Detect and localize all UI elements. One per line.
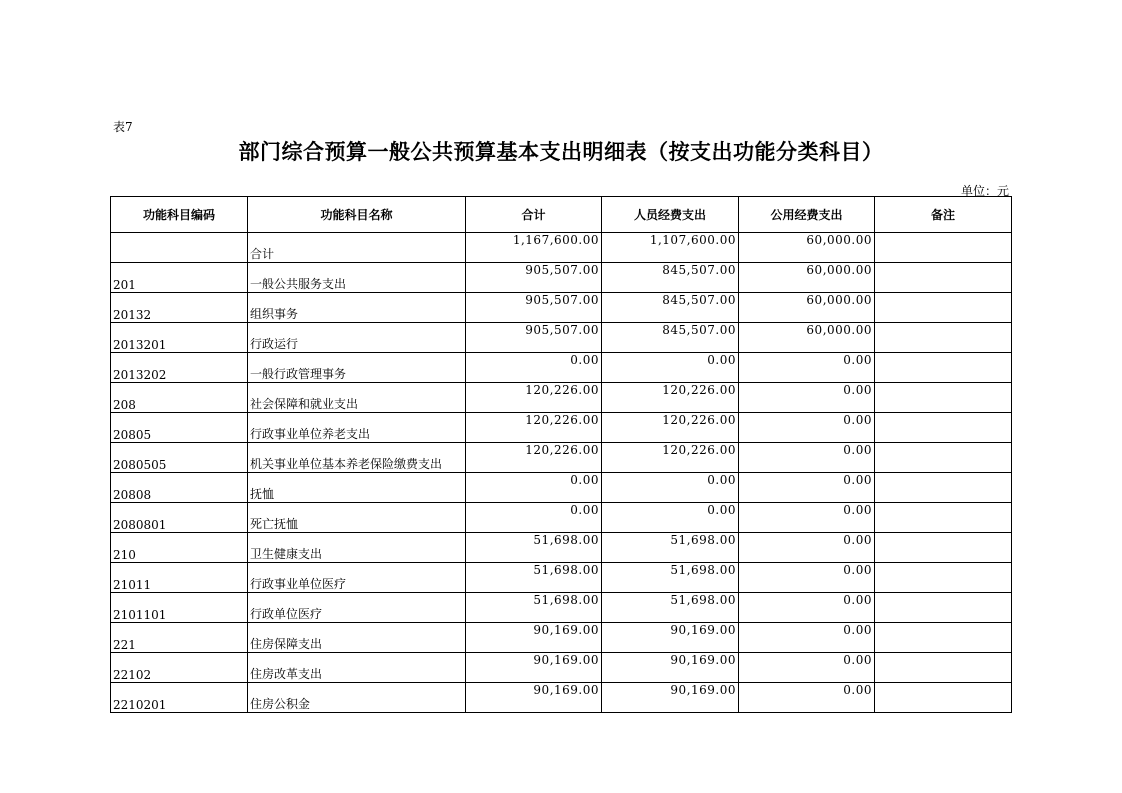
table-row (111, 293, 1012, 323)
cell-personnel: 1,107,600.00 (602, 233, 739, 263)
cell-note (875, 383, 1012, 413)
cell-personnel: 120,226.00 (602, 383, 739, 413)
cell-name: 组织事务 (248, 293, 466, 323)
cell-name: 一般行政管理事务 (248, 353, 466, 383)
cell-total: 90,169.00 (466, 653, 602, 683)
cell-name: 行政运行 (248, 323, 466, 353)
cell-code: 221 (111, 623, 248, 653)
cell-total: 0.00 (466, 353, 602, 383)
cell-note (875, 503, 1012, 533)
cell-note (875, 233, 1012, 263)
cell-personnel: 120,226.00 (602, 413, 739, 443)
column-header-personnel: 人员经费支出 (602, 197, 739, 233)
cell-total: 51,698.00 (466, 593, 602, 623)
table-row (111, 353, 1012, 383)
cell-total: 120,226.00 (466, 383, 602, 413)
cell-total: 905,507.00 (466, 293, 602, 323)
cell-note (875, 533, 1012, 563)
table-row (111, 653, 1012, 683)
cell-note (875, 623, 1012, 653)
cell-personnel: 845,507.00 (602, 293, 739, 323)
cell-code: 208 (111, 383, 248, 413)
cell-code: 21011 (111, 563, 248, 593)
cell-note (875, 413, 1012, 443)
table-row (111, 623, 1012, 653)
table-row (111, 323, 1012, 353)
cell-code: 20805 (111, 413, 248, 443)
cell-name: 一般公共服务支出 (248, 263, 466, 293)
cell-name: 住房改革支出 (248, 653, 466, 683)
column-header-name: 功能科目名称 (248, 197, 466, 233)
table-row (111, 593, 1012, 623)
cell-note (875, 653, 1012, 683)
cell-public: 0.00 (739, 443, 875, 473)
cell-name: 合计 (248, 233, 466, 263)
cell-code: 2080505 (111, 443, 248, 473)
cell-note (875, 683, 1012, 713)
cell-code: 2013202 (111, 353, 248, 383)
cell-name: 住房保障支出 (248, 623, 466, 653)
cell-note (875, 593, 1012, 623)
cell-name: 抚恤 (248, 473, 466, 503)
cell-code: 2101101 (111, 593, 248, 623)
cell-public: 0.00 (739, 563, 875, 593)
cell-public: 0.00 (739, 383, 875, 413)
cell-public: 0.00 (739, 353, 875, 383)
cell-total: 120,226.00 (466, 413, 602, 443)
cell-name: 社会保障和就业支出 (248, 383, 466, 413)
table-row (111, 413, 1012, 443)
table-body (111, 233, 1012, 713)
cell-public: 0.00 (739, 593, 875, 623)
table-row (111, 443, 1012, 473)
table-row (111, 233, 1012, 263)
cell-total: 905,507.00 (466, 323, 602, 353)
cell-code (111, 233, 248, 263)
cell-total: 51,698.00 (466, 563, 602, 593)
cell-total: 90,169.00 (466, 623, 602, 653)
cell-name: 行政事业单位养老支出 (248, 413, 466, 443)
table-header-row (111, 197, 1012, 233)
cell-total: 90,169.00 (466, 683, 602, 713)
table-row (111, 563, 1012, 593)
column-header-public: 公用经费支出 (739, 197, 875, 233)
cell-code: 2080801 (111, 503, 248, 533)
cell-personnel: 0.00 (602, 473, 739, 503)
cell-total: 905,507.00 (466, 263, 602, 293)
table-row (111, 683, 1012, 713)
table-row (111, 473, 1012, 503)
cell-code: 201 (111, 263, 248, 293)
cell-code: 2013201 (111, 323, 248, 353)
page-title: 部门综合预算一般公共预算基本支出明细表（按支出功能分类科目） (238, 140, 884, 164)
cell-code: 2210201 (111, 683, 248, 713)
cell-public: 0.00 (739, 473, 875, 503)
table-row (111, 383, 1012, 413)
cell-personnel: 90,169.00 (602, 653, 739, 683)
cell-code: 20808 (111, 473, 248, 503)
cell-note (875, 293, 1012, 323)
cell-public: 0.00 (739, 503, 875, 533)
column-header-code: 功能科目编码 (111, 197, 248, 233)
unit-label: 单位：元 (960, 184, 1009, 198)
cell-public: 0.00 (739, 623, 875, 653)
table-row (111, 503, 1012, 533)
cell-code: 22102 (111, 653, 248, 683)
table-row (111, 533, 1012, 563)
cell-note (875, 263, 1012, 293)
cell-code: 210 (111, 533, 248, 563)
cell-total: 120,226.00 (466, 443, 602, 473)
cell-note (875, 353, 1012, 383)
cell-name: 卫生健康支出 (248, 533, 466, 563)
cell-name: 行政单位医疗 (248, 593, 466, 623)
cell-personnel: 90,169.00 (602, 683, 739, 713)
cell-public: 0.00 (739, 413, 875, 443)
cell-public: 0.00 (739, 533, 875, 563)
column-header-total: 合计 (466, 197, 602, 233)
cell-name: 行政事业单位医疗 (248, 563, 466, 593)
cell-note (875, 563, 1012, 593)
cell-code: 20132 (111, 293, 248, 323)
cell-public: 0.00 (739, 653, 875, 683)
cell-total: 0.00 (466, 503, 602, 533)
cell-personnel: 90,169.00 (602, 623, 739, 653)
expenditure-table (110, 196, 1012, 713)
cell-total: 51,698.00 (466, 533, 602, 563)
cell-note (875, 323, 1012, 353)
cell-personnel: 0.00 (602, 503, 739, 533)
cell-total: 1,167,600.00 (466, 233, 602, 263)
table-row (111, 263, 1012, 293)
cell-public: 0.00 (739, 683, 875, 713)
cell-personnel: 845,507.00 (602, 323, 739, 353)
cell-personnel: 51,698.00 (602, 533, 739, 563)
column-header-note: 备注 (875, 197, 1012, 233)
cell-personnel: 51,698.00 (602, 563, 739, 593)
cell-note (875, 443, 1012, 473)
cell-personnel: 0.00 (602, 353, 739, 383)
cell-personnel: 845,507.00 (602, 263, 739, 293)
cell-public: 60,000.00 (739, 233, 875, 263)
cell-total: 0.00 (466, 473, 602, 503)
cell-public: 60,000.00 (739, 293, 875, 323)
cell-public: 60,000.00 (739, 263, 875, 293)
cell-name: 死亡抚恤 (248, 503, 466, 533)
cell-public: 60,000.00 (739, 323, 875, 353)
table-number: 表7 (113, 120, 133, 134)
cell-note (875, 473, 1012, 503)
cell-personnel: 51,698.00 (602, 593, 739, 623)
cell-name: 住房公积金 (248, 683, 466, 713)
cell-personnel: 120,226.00 (602, 443, 739, 473)
cell-name: 机关事业单位基本养老保险缴费支出 (248, 443, 466, 473)
